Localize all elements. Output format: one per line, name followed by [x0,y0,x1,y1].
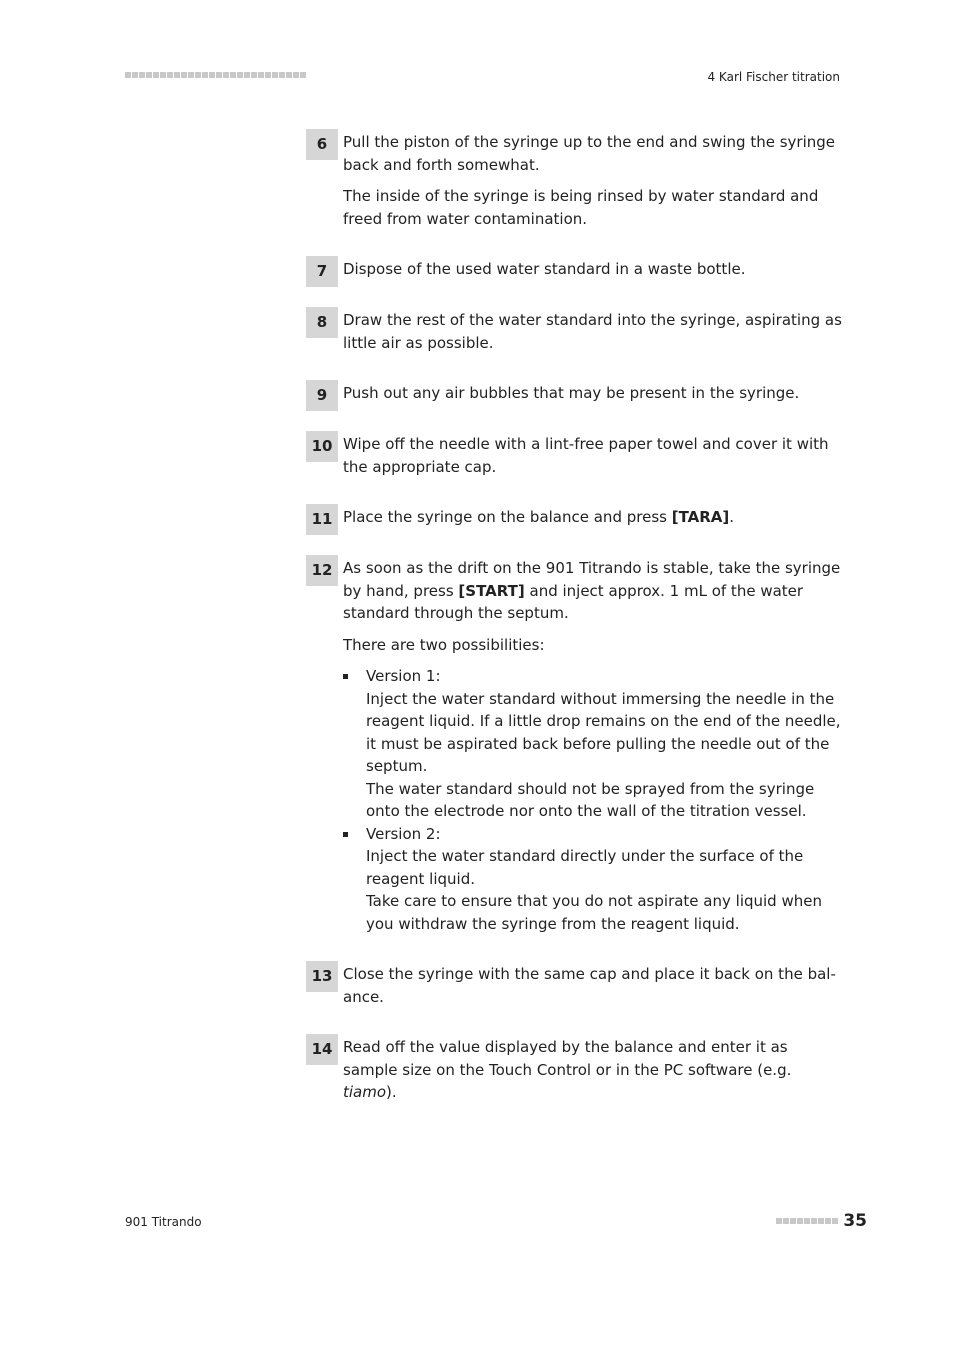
step-instruction: Draw the rest of the water standard into the syringe, aspirating as little air as possible. [343,311,842,352]
step-number: 14 [306,1034,338,1065]
version-line: Inject the water standard directly under the surface of the reagent liquid. [366,847,804,888]
header-decoration [125,72,306,78]
step-text [343,307,846,354]
page-number: 35 [843,1211,867,1231]
chapter-title: 4 Karl Fischer titration [707,70,840,84]
list-item [343,665,846,823]
step-7 [306,256,846,287]
step-number: 6 [306,129,338,160]
step-instruction: As soon as the drift on the 901 Titrando is stable, take the syringe by hand, press [START] and inject approx. 1 mL of the water standard through the septum. [343,559,841,622]
step-instruction: Dispose of the used water standard in a waste bottle. [343,260,746,278]
step-8 [306,307,846,354]
step-number: 7 [306,256,338,287]
step-text [343,256,846,281]
step-text [343,1034,846,1104]
step-text [343,961,846,1008]
list-item [343,823,846,936]
software-name: tiamo [343,1083,387,1101]
version-line: Take care to ensure that you do not aspirate any liquid when you withdraw the syringe from the reagent liquid. [366,892,822,933]
key-label: [TARA] [671,508,730,526]
step-text [343,431,846,478]
step-text [343,555,846,935]
step-10 [306,431,846,478]
step-instruction: Push out any air bubbles that may be present in the syringe. [343,384,800,402]
step-instruction: Close the syringe with the same cap and place it back on the balance. [343,965,836,1006]
step-text [343,504,846,529]
version-line: The water standard should not be sprayed from the syringe onto the electrode nor onto the wall of the titration vessel. [366,779,815,820]
step-number: 8 [306,307,338,338]
step-6 [306,129,846,230]
step-11 [306,504,846,535]
key-label: [START] [458,581,525,600]
step-number: 9 [306,380,338,411]
step-list [306,129,846,1104]
step-number: 10 [306,431,338,462]
step-instruction: Place the syringe on the balance and press [TARA]. [343,508,735,526]
step-text [343,380,846,405]
version-line: Inject the water standard without immersing the needle in the reagent liquid. If a little drop remains on the end of the needle, it must be aspirated back before pulling the needle out of the septum. [366,689,841,775]
step-instruction: Pull the piston of the syringe up to the end and swing the syringe back and forth somewhat. [343,133,836,174]
step-instruction: Read off the value displayed by the balance and enter it as sample size on the Touch Control or in the PC software (e.g. tiamo). [343,1038,792,1101]
step-text [343,129,846,230]
possibilities-intro: There are two possibilities: [343,635,545,654]
version-title: Version 2: [366,824,441,843]
version-title: Version 1: [366,667,441,685]
step-number: 11 [306,504,338,535]
step-number: 13 [306,961,338,992]
step-13 [306,961,846,1008]
step-14 [306,1034,846,1104]
step-result: The inside of the syringe is being rinsed by water standard and freed from water contamination. [343,187,819,228]
footer-decoration [776,1218,838,1224]
footer-page-indicator [776,1211,867,1231]
step-12 [306,555,846,935]
version-list [343,665,846,935]
footer-product-name: 901 Titrando [125,1215,202,1229]
step-9 [306,380,846,411]
step-number: 12 [306,555,338,586]
step-instruction: Wipe off the needle with a lint-free paper towel and cover it with the appropriate cap. [343,435,829,476]
